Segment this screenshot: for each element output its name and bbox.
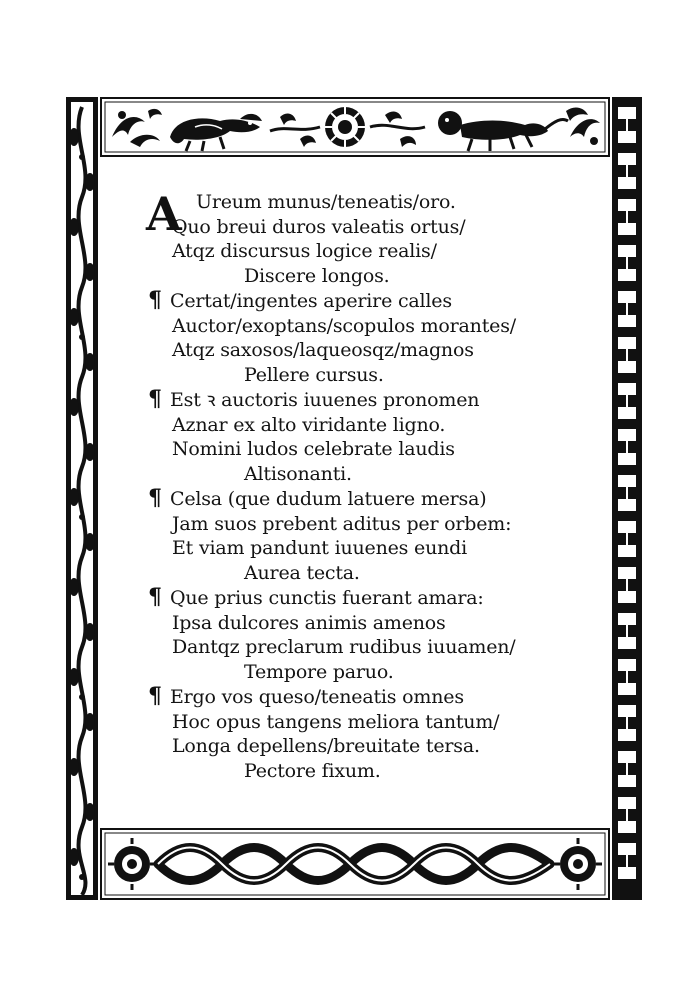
stanza-first-line: [148, 585, 588, 611]
stanza-line-text: Que prius cunctis fuerant amara:: [170, 587, 484, 609]
stanza-line: Hoc opus tangens meliora tantum/: [172, 710, 500, 733]
stanza-line-text: Certat/ingentes aperire calles: [170, 290, 452, 312]
top-woodcut-border: [100, 97, 610, 157]
stanza-line-text: Celsa (que dudum latuere mersa): [170, 488, 487, 510]
pilcrow-icon: ¶: [148, 683, 162, 709]
pilcrow-icon: ¶: [148, 287, 162, 313]
stanza-line: Atqz discursus logice realis/: [172, 240, 437, 262]
stanza-line: Quo breui duros valeatis ortus/: [172, 215, 466, 238]
stanza-line-text: Ergo vos queso/teneatis omnes: [170, 686, 464, 708]
bottom-woodcut-border: [100, 828, 610, 900]
poem-text-block: [146, 187, 588, 783]
stanza-line: Discere longos.: [244, 264, 390, 287]
left-vine-illustration: [66, 97, 98, 900]
stanza-6: [148, 684, 588, 783]
stanza-5: [148, 585, 588, 684]
right-woodcut-border: [612, 97, 642, 900]
stanza-line: Tempore paruo.: [244, 660, 394, 683]
stanza-first-line: [148, 684, 588, 710]
stanza-line: Longa depellens/breuitate tersa.: [172, 735, 480, 757]
stanza-first-line: [148, 486, 588, 512]
stanza-4: [148, 486, 588, 585]
stanza-first-line: [148, 288, 588, 314]
stanza-line: Nomini ludos celebrate laudis: [172, 438, 455, 460]
stanza-line: Aznar ex alto viridante ligno.: [172, 413, 446, 436]
stanza-line: Dantqz preclarum rudibus iuuamen/: [172, 636, 516, 658]
stanza-2: [148, 288, 588, 387]
stanza-line: Altisonanti.: [244, 462, 352, 485]
stanza-line: Pellere cursus.: [244, 363, 384, 386]
stanza-line: Pectore fixum.: [244, 759, 381, 782]
stanza-first-line: [148, 387, 588, 413]
stanza-line: Atqz saxosos/laqueosqz/magnos: [172, 339, 474, 361]
right-interlace-illustration: [612, 97, 642, 900]
pilcrow-icon: ¶: [148, 584, 162, 610]
stanza-3: [148, 387, 588, 486]
stanza-line-text: Est ꝛ auctoris iuuenes pronomen: [170, 389, 480, 411]
stanza-line: Ipsa dulcores animis amenos: [172, 611, 446, 634]
bottom-rope-illustration: [100, 828, 610, 900]
top-woodcut-illustration: [100, 97, 610, 157]
left-woodcut-border: [66, 97, 98, 900]
pilcrow-icon: ¶: [148, 386, 162, 412]
stanza-1: [146, 187, 588, 288]
drop-cap-initial: A: [146, 187, 182, 241]
stanza-line: Et viam pandunt iuuenes eundi: [172, 537, 467, 559]
central-flower-icon: [325, 107, 365, 147]
pilcrow-icon: ¶: [148, 485, 162, 511]
stanza-line: Ureum munus/teneatis/oro.: [196, 191, 456, 213]
stanza-line: Auctor/exoptans/scopulos morantes/: [172, 314, 516, 337]
stanza-line: Jam suos prebent aditus per orbem:: [172, 512, 512, 535]
stanza-line: Aurea tecta.: [244, 561, 360, 584]
